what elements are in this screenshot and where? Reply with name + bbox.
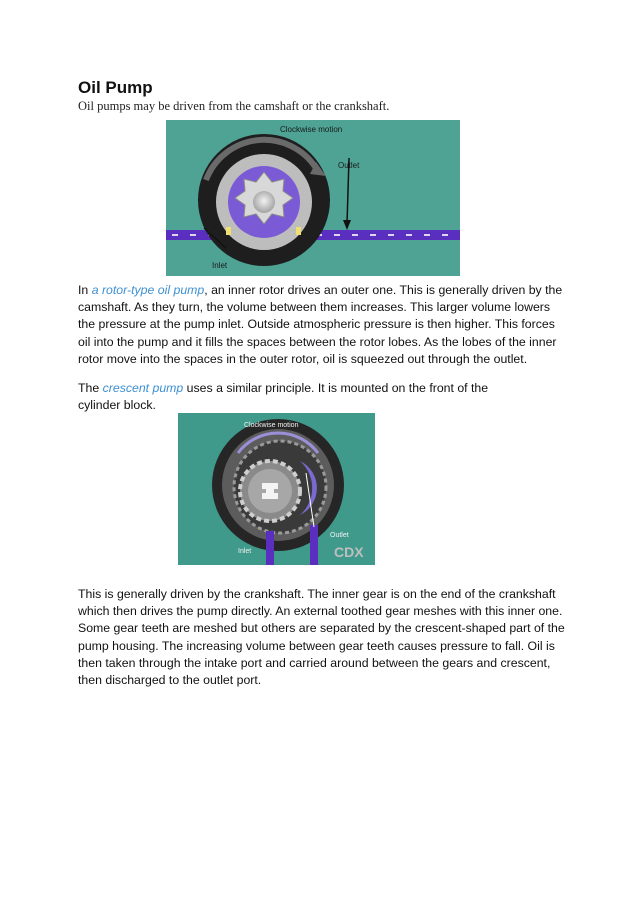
paragraph-crescent-detail: This is generally driven by the crankshaft. The inner gear is on the end of the crankshaft which then drives the pump directly. An external toothed gear meshes with this inner one. Some gear teeth are meshed but others are separated by the crescent-shaped part of the pump housing. The increasing volume between gear teeth causes pressure to fall. Oil is then taken through the intake port and carried around between the gears and crescent, then discharged to the outlet port. <box>78 587 565 688</box>
paragraph-crescent-pump <box>78 380 498 414</box>
page-subtitle: Oil pumps may be driven from the camshaft or the crankshaft. <box>78 99 390 113</box>
cdx-logo: CDX <box>334 544 364 560</box>
figure2-label-inlet: Inlet <box>238 548 252 555</box>
figure2-label-outlet: Outlet <box>330 532 349 539</box>
crescent-pump-figure <box>178 413 375 565</box>
inner-rotor-icon <box>235 172 293 224</box>
para1-text-end: , an inner rotor drives an outer one. This is generally driven by the camshaft. As they turn, the volume between them increases. This larger volume lowers the pressure at the pump inlet. Outside atmospheric pressure is then higher. This forces oil into the pump and it fills the spaces between the rotor lobes. As the lobes of the inner rotor move into the spaces in the outer rotor, oil is squeezed out through the outlet. <box>78 283 563 366</box>
inner-gear-icon <box>240 461 300 521</box>
para2-text-start: The <box>78 381 103 395</box>
page-title: Oil Pump <box>78 78 153 97</box>
figure1-label-inlet: Inlet <box>212 261 228 270</box>
para2-text-end: uses a similar principle. It is mounted on the front of the cylinder block. <box>78 381 489 413</box>
paragraph-rotor-pump <box>78 282 568 368</box>
figure2-label-top: Clockwise motion <box>244 422 299 429</box>
rotor-pump-figure <box>166 120 460 276</box>
figure1-label-top: Clockwise motion <box>280 125 343 134</box>
figure1-label-outlet: Outlet <box>338 161 360 170</box>
para1-text-start: In <box>78 283 92 297</box>
crescent-pump-link[interactable]: crescent pump <box>102 381 184 395</box>
rotor-pump-link[interactable]: a rotor-type oil pump <box>91 283 205 297</box>
